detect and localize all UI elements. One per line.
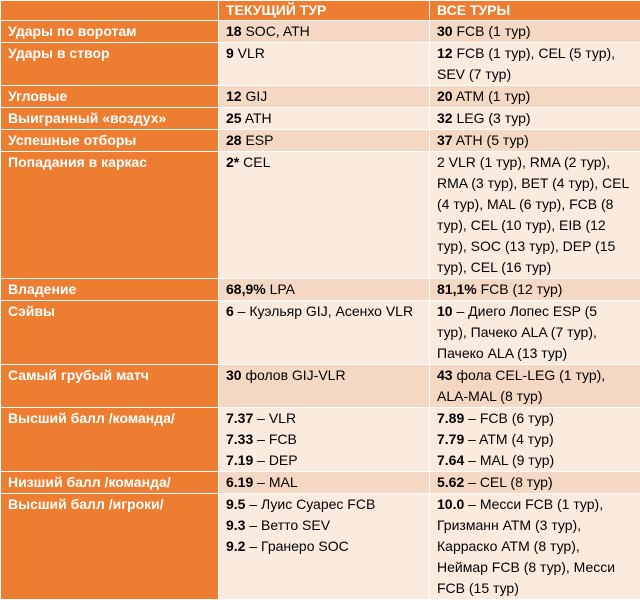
highlight-value: 81,1%: [437, 281, 477, 297]
cell-text: – FCB (6 тур): [464, 410, 554, 426]
current-round-cell: [219, 301, 430, 365]
highlight-value: 12: [226, 88, 242, 104]
cell-line: [437, 365, 633, 386]
all-rounds-cell: [430, 301, 640, 365]
cell-text: фолов GIJ-VLR: [242, 367, 346, 383]
cell-text: Карраско ATM (8 тур),: [437, 538, 580, 554]
cell-line: [437, 279, 633, 300]
all-rounds-cell: [430, 21, 640, 43]
cell-text: FCB (12 тур): [477, 281, 563, 297]
cell-text: тур), CEL (10 тур), EIB (12: [437, 217, 606, 233]
row-label: Низший балл /команда/: [1, 472, 219, 494]
current-round-cell: [219, 152, 430, 279]
all-rounds-cell: [430, 408, 640, 472]
current-round-cell: [219, 86, 430, 108]
cell-line: [437, 429, 633, 450]
row-label: Удары в створ: [1, 43, 219, 86]
cell-text: Гризманн ATM (3 тур),: [437, 517, 581, 533]
highlight-value: 10.0: [437, 496, 464, 512]
current-round-cell: [219, 365, 430, 408]
table-row: [1, 301, 640, 365]
cell-line: [226, 494, 422, 515]
cell-text: – Ветто SEV: [245, 517, 330, 533]
all-rounds-cell: [430, 86, 640, 108]
cell-line: [437, 43, 633, 64]
highlight-value: 9: [226, 45, 234, 61]
highlight-value: 6.19: [226, 474, 253, 490]
cell-text: – Куэльяр GIJ, Асенхо VLR: [234, 303, 413, 319]
cell-text: – MAL (9 тур): [464, 452, 554, 468]
cell-line: [226, 429, 422, 450]
table-body: [1, 21, 640, 600]
cell-text: ATM (1 тур): [453, 88, 531, 104]
cell-text: – FCB: [253, 431, 297, 447]
cell-line: [226, 86, 422, 107]
cell-text: ATH: [242, 110, 272, 126]
cell-line: [437, 257, 633, 278]
cell-line: [437, 21, 633, 42]
cell-text: тур), Пачеко ALA (7 тур),: [437, 324, 597, 340]
current-round-cell: [219, 279, 430, 301]
table-header-row: [1, 1, 640, 21]
highlight-value: 18: [226, 23, 242, 39]
cell-line: [437, 450, 633, 471]
cell-text: – Луис Суарес FCB: [245, 496, 375, 512]
cell-line: [226, 152, 422, 173]
cell-line: [437, 408, 633, 429]
highlight-value: 5.62: [437, 474, 464, 490]
cell-text: – CEL (8 тур): [464, 474, 552, 490]
cell-line: [437, 472, 633, 493]
cell-text: – Диего Лопес ESP (5: [453, 303, 597, 319]
highlight-value: 9.3: [226, 517, 245, 533]
highlight-value: 37: [437, 132, 453, 148]
current-round-cell: [219, 21, 430, 43]
highlight-value: 28: [226, 132, 242, 148]
cell-text: FCB (1 тур), CEL (5 тур),: [453, 45, 615, 61]
cell-text: FCB (15 тур): [437, 580, 519, 596]
all-rounds-cell: [430, 152, 640, 279]
highlight-value: 7.79: [437, 431, 464, 447]
cell-text: – ATM (4 тур): [464, 431, 553, 447]
cell-text: фола CEL-LEG (1 тур),: [453, 367, 606, 383]
current-round-cell: [219, 494, 430, 600]
cell-line: [437, 108, 633, 129]
cell-line: [437, 515, 633, 536]
cell-line: [226, 450, 422, 471]
cell-line: [226, 536, 422, 557]
all-rounds-cell: [430, 130, 640, 152]
cell-line: [226, 472, 422, 493]
cell-text: тур), SOC (13 тур), DEP (15: [437, 238, 615, 254]
cell-line: [437, 578, 633, 599]
row-label: Сэйвы: [1, 301, 219, 365]
row-label: Высший балл /игроки/: [1, 494, 219, 600]
cell-line: [226, 43, 422, 64]
cell-line: [437, 130, 633, 151]
cell-line: [437, 173, 633, 194]
current-round-cell: [219, 130, 430, 152]
cell-line: [226, 515, 422, 536]
cell-line: [437, 236, 633, 257]
current-round-cell: [219, 43, 430, 86]
row-label: Высший балл /команда/: [1, 408, 219, 472]
current-round-cell: [219, 108, 430, 130]
highlight-value: 7.64: [437, 452, 464, 468]
cell-text: – VLR: [253, 410, 296, 426]
cell-line: [226, 279, 422, 300]
cell-line: [437, 536, 633, 557]
cell-line: [437, 64, 633, 85]
highlight-value: 7.19: [226, 452, 253, 468]
cell-line: [437, 194, 633, 215]
table-row: [1, 279, 640, 301]
highlight-value: 20: [437, 88, 453, 104]
cell-text: – MAL: [253, 474, 297, 490]
highlight-value: 2*: [226, 154, 239, 170]
highlight-value: 25: [226, 110, 242, 126]
cell-text: ESP: [242, 132, 274, 148]
cell-line: [226, 301, 422, 322]
cell-line: [226, 408, 422, 429]
cell-text: – Месси FCB (1 тур),: [464, 496, 603, 512]
highlight-value: 9.2: [226, 538, 245, 554]
header-stat: [1, 1, 219, 21]
current-round-cell: [219, 472, 430, 494]
cell-text: Пачеко ALA (13 тур): [437, 345, 567, 361]
cell-line: [437, 152, 633, 173]
table-row: [1, 130, 640, 152]
cell-text: тур), CEL (16 тур): [437, 259, 551, 275]
cell-text: LPA: [266, 281, 295, 297]
all-rounds-cell: [430, 43, 640, 86]
cell-line: [437, 215, 633, 236]
table-row: [1, 43, 640, 86]
row-label: Владение: [1, 279, 219, 301]
table-row: [1, 408, 640, 472]
table-row: [1, 108, 640, 130]
highlight-value: 68,9%: [226, 281, 266, 297]
cell-line: [437, 301, 633, 322]
all-rounds-cell: [430, 279, 640, 301]
cell-text: ATH (5 тур): [453, 132, 529, 148]
header-all-rounds: ВСЕ ТУРЫ: [430, 1, 640, 21]
cell-text: ALA-MAL (8 тур): [437, 388, 542, 404]
highlight-value: 43: [437, 367, 453, 383]
all-rounds-cell: [430, 494, 640, 600]
highlight-value: 30: [226, 367, 242, 383]
highlight-value: 9.5: [226, 496, 245, 512]
row-label: Попадания в каркас: [1, 152, 219, 279]
table-row: [1, 365, 640, 408]
cell-line: [437, 494, 633, 515]
table-row: [1, 152, 640, 279]
all-rounds-cell: [430, 365, 640, 408]
cell-text: GIJ: [242, 88, 268, 104]
row-label: Выигранный «воздух»: [1, 108, 219, 130]
highlight-value: 7.89: [437, 410, 464, 426]
highlight-value: 32: [437, 110, 453, 126]
cell-line: [226, 21, 422, 42]
highlight-value: 7.37: [226, 410, 253, 426]
row-label: Успешные отборы: [1, 130, 219, 152]
row-label: Самый грубый матч: [1, 365, 219, 408]
row-label: Угловые: [1, 86, 219, 108]
cell-line: [226, 130, 422, 151]
cell-text: 2 VLR (1 тур), RMA (2 тур),: [437, 154, 610, 170]
current-round-cell: [219, 408, 430, 472]
cell-line: [437, 386, 633, 407]
highlight-value: 12: [437, 45, 453, 61]
highlight-value: 30: [437, 23, 453, 39]
cell-text: – Гранеро SOC: [245, 538, 348, 554]
cell-text: (4 тур), MAL (6 тур), FCB (8: [437, 196, 613, 212]
cell-text: SEV (7 тур): [437, 66, 511, 82]
cell-text: LEG (3 тур): [453, 110, 531, 126]
table-row: [1, 21, 640, 43]
row-label: Удары по воротам: [1, 21, 219, 43]
cell-text: – DEP: [253, 452, 297, 468]
header-current-round: ТЕКУЩИЙ ТУР: [219, 1, 430, 21]
table-row: [1, 472, 640, 494]
highlight-value: 6: [226, 303, 234, 319]
cell-text: FCB (1 тур): [453, 23, 531, 39]
cell-line: [437, 86, 633, 107]
cell-line: [437, 322, 633, 343]
cell-line: [226, 365, 422, 386]
cell-text: VLR: [234, 45, 265, 61]
cell-text: SOC, ATH: [242, 23, 310, 39]
all-rounds-cell: [430, 108, 640, 130]
highlight-value: 10: [437, 303, 453, 319]
table-row: [1, 494, 640, 600]
cell-line: [437, 343, 633, 364]
cell-line: [437, 557, 633, 578]
cell-text: Неймар FCB (8 тур), Месси: [437, 559, 615, 575]
cell-text: RMA (3 тур), BET (4 тур), CEL: [437, 175, 629, 191]
all-rounds-cell: [430, 472, 640, 494]
table-row: [1, 86, 640, 108]
cell-line: [226, 108, 422, 129]
highlight-value: 7.33: [226, 431, 253, 447]
cell-text: CEL: [239, 154, 270, 170]
